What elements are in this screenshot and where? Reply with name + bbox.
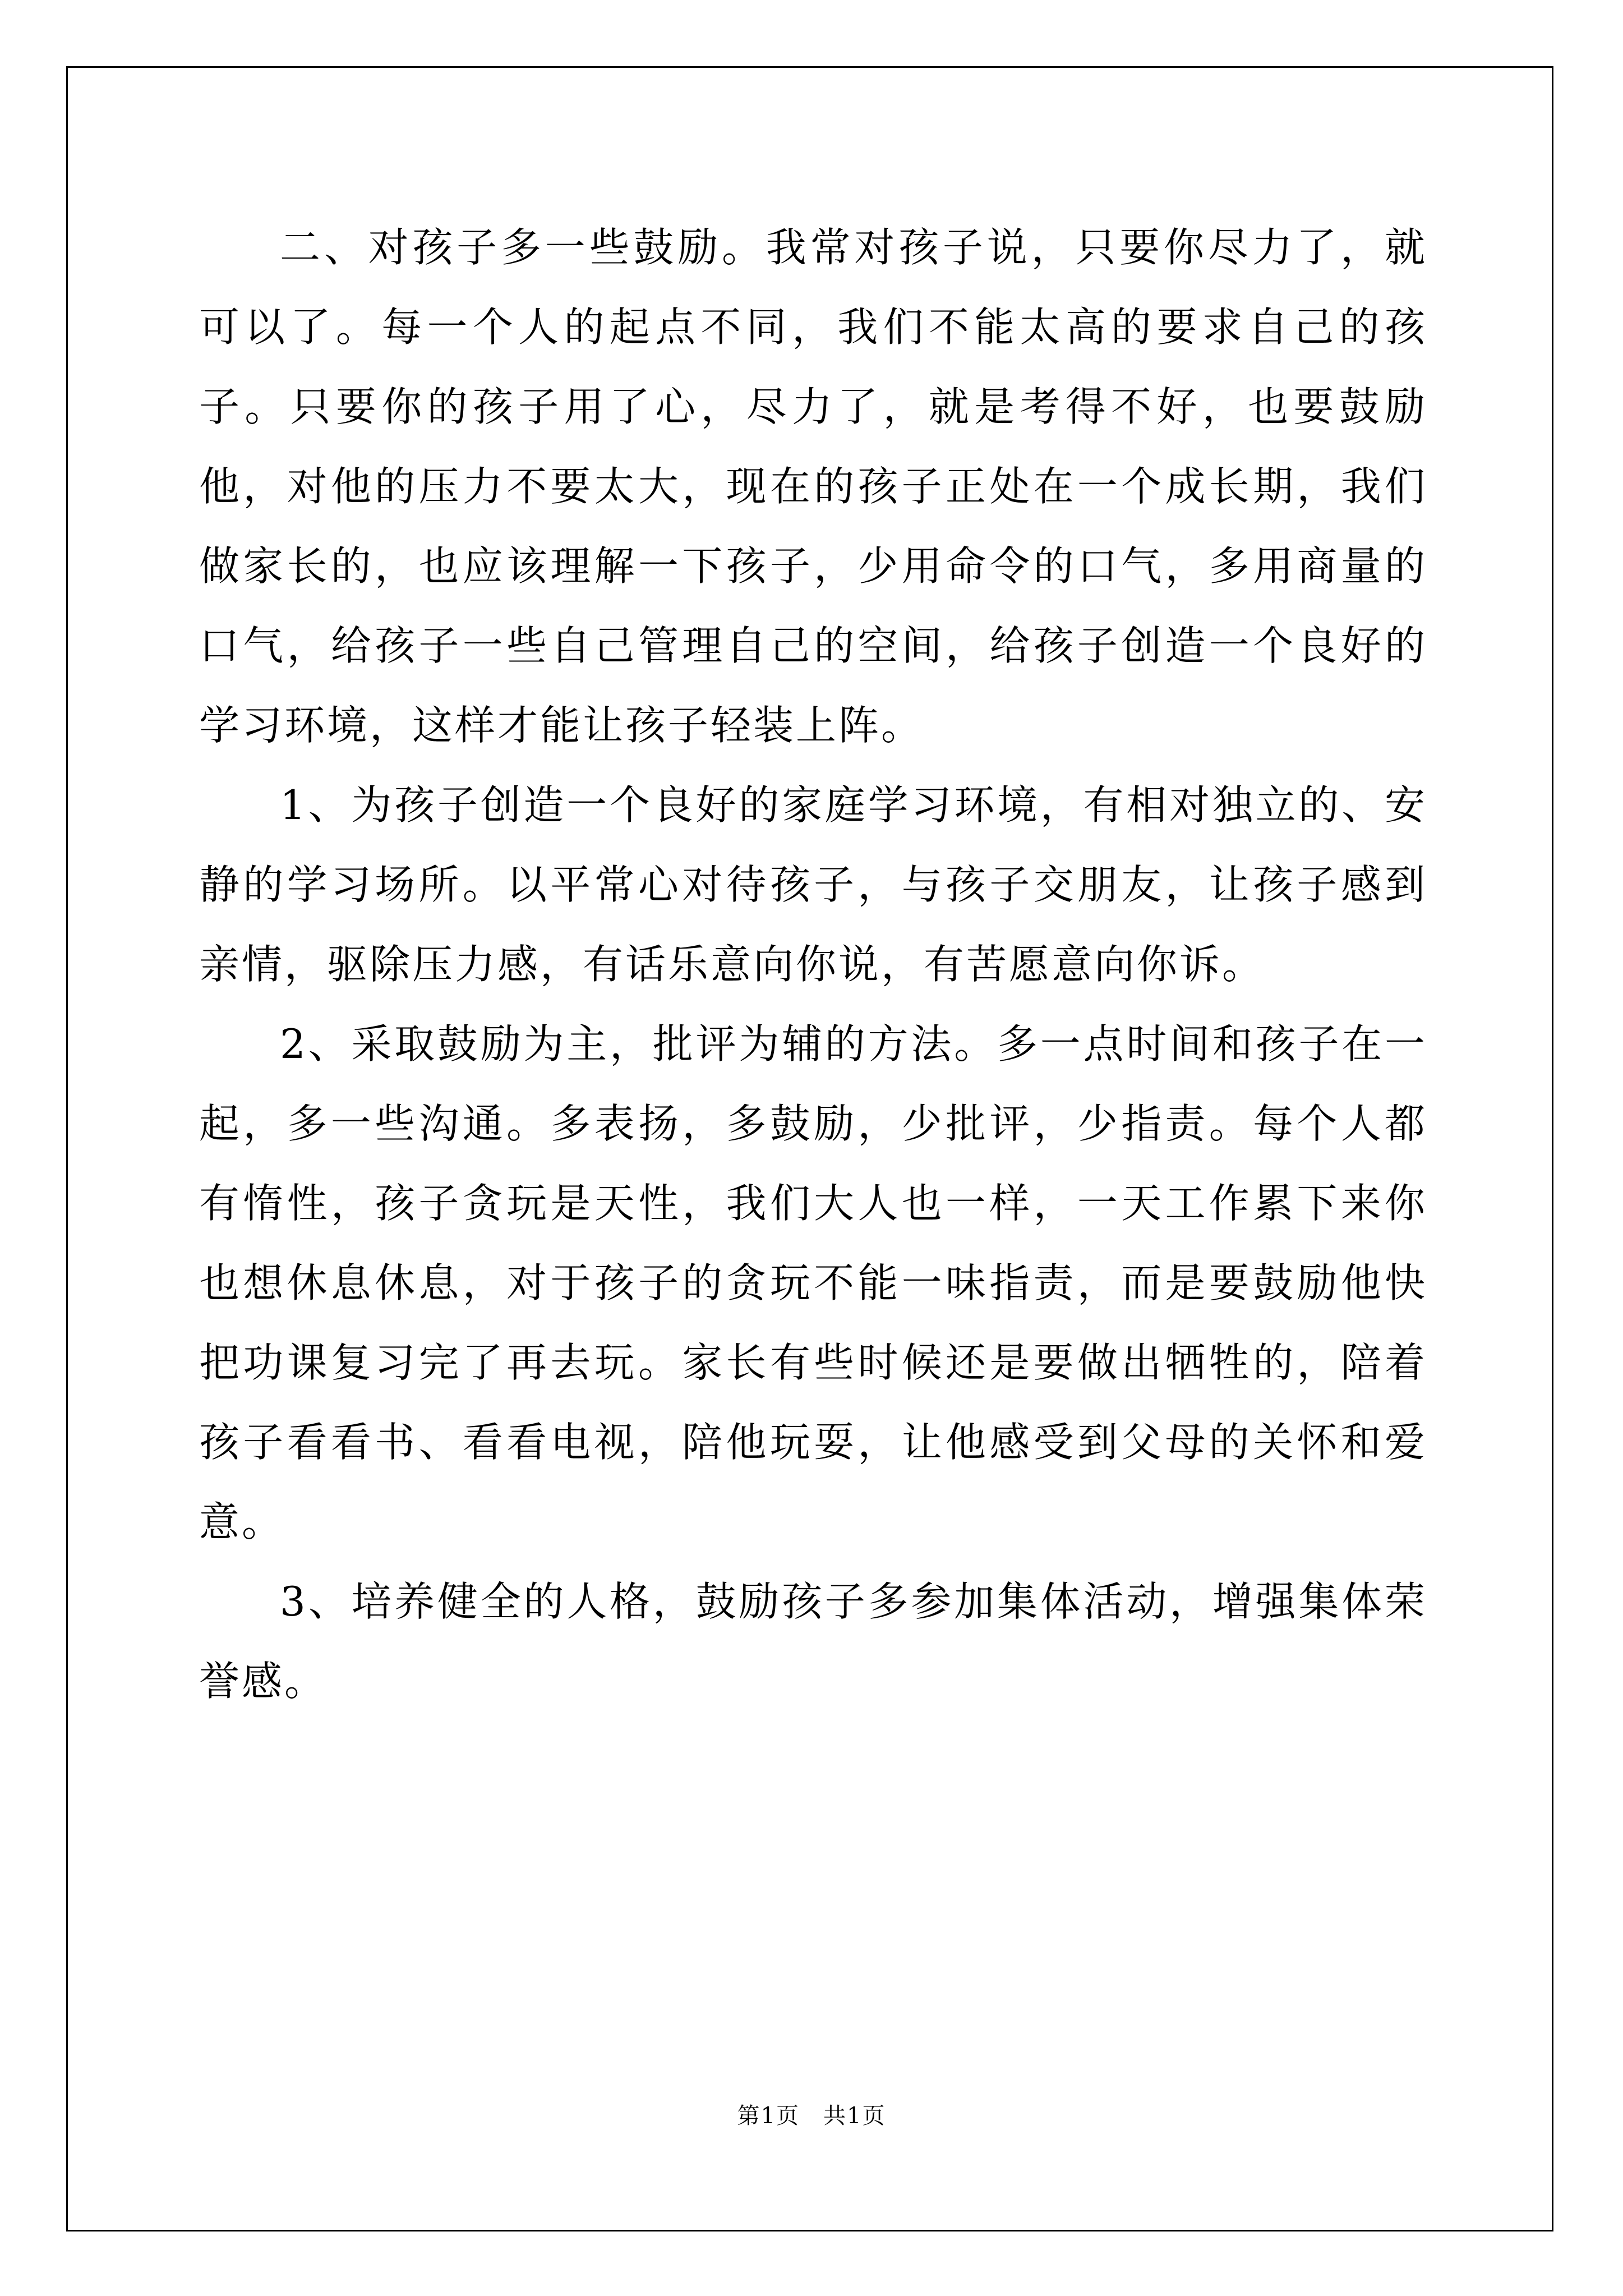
paragraph-point-2: 2、采取鼓励为主，批评为辅的方法。多一点时间和孩子在一起，多一些沟通。多表扬，多鼓励，少批评，少指责。每个人都有惰性，孩子贪玩是天性，我们大人也一样，一天工作累下来你也想休息休息，对于孩子的贪玩不能一味指责，而是要鼓励他快把功课复习完了再去玩。家长有些时候还是要做出牺牲的，陪着孩子看看书、看看电视，陪他玩耍，让他感受到父母的关怀和爱意。 — [199, 1020, 1427, 1545]
page-number-footer: 第1页 共1页 — [737, 2103, 886, 2129]
document-body — [199, 208, 1427, 1721]
paragraph-encouragement: 二、对孩子多一些鼓励。我常对孩子说，只要你尽力了，就可以了。每一个人的起点不同，我们不能太高的要求自己的孩子。只要你的孩子用了心，尽力了，就是考得不好，也要鼓励他，对他的压力不要太大，现在的孩子正处在一个成长期，我们做家长的，也应该理解一下孩子，少用命令的口气，多用商量的口气，给孩子一些自己管理自己的空间，给孩子创造一个良好的学习环境，这样才能让孩子轻装上阵。 — [199, 224, 1427, 749]
paragraph-point-3: 3、培养健全的人格，鼓励孩子多参加集体活动，增强集体荣誉感。 — [199, 1578, 1427, 1705]
paragraph-point-1: 1、为孩子创造一个良好的家庭学习环境，有相对独立的、安静的学习场所。以平常心对待孩子，与孩子交朋友，让孩子感到亲情，驱除压力感，有话乐意向你说，有苦愿意向你诉。 — [199, 781, 1427, 988]
